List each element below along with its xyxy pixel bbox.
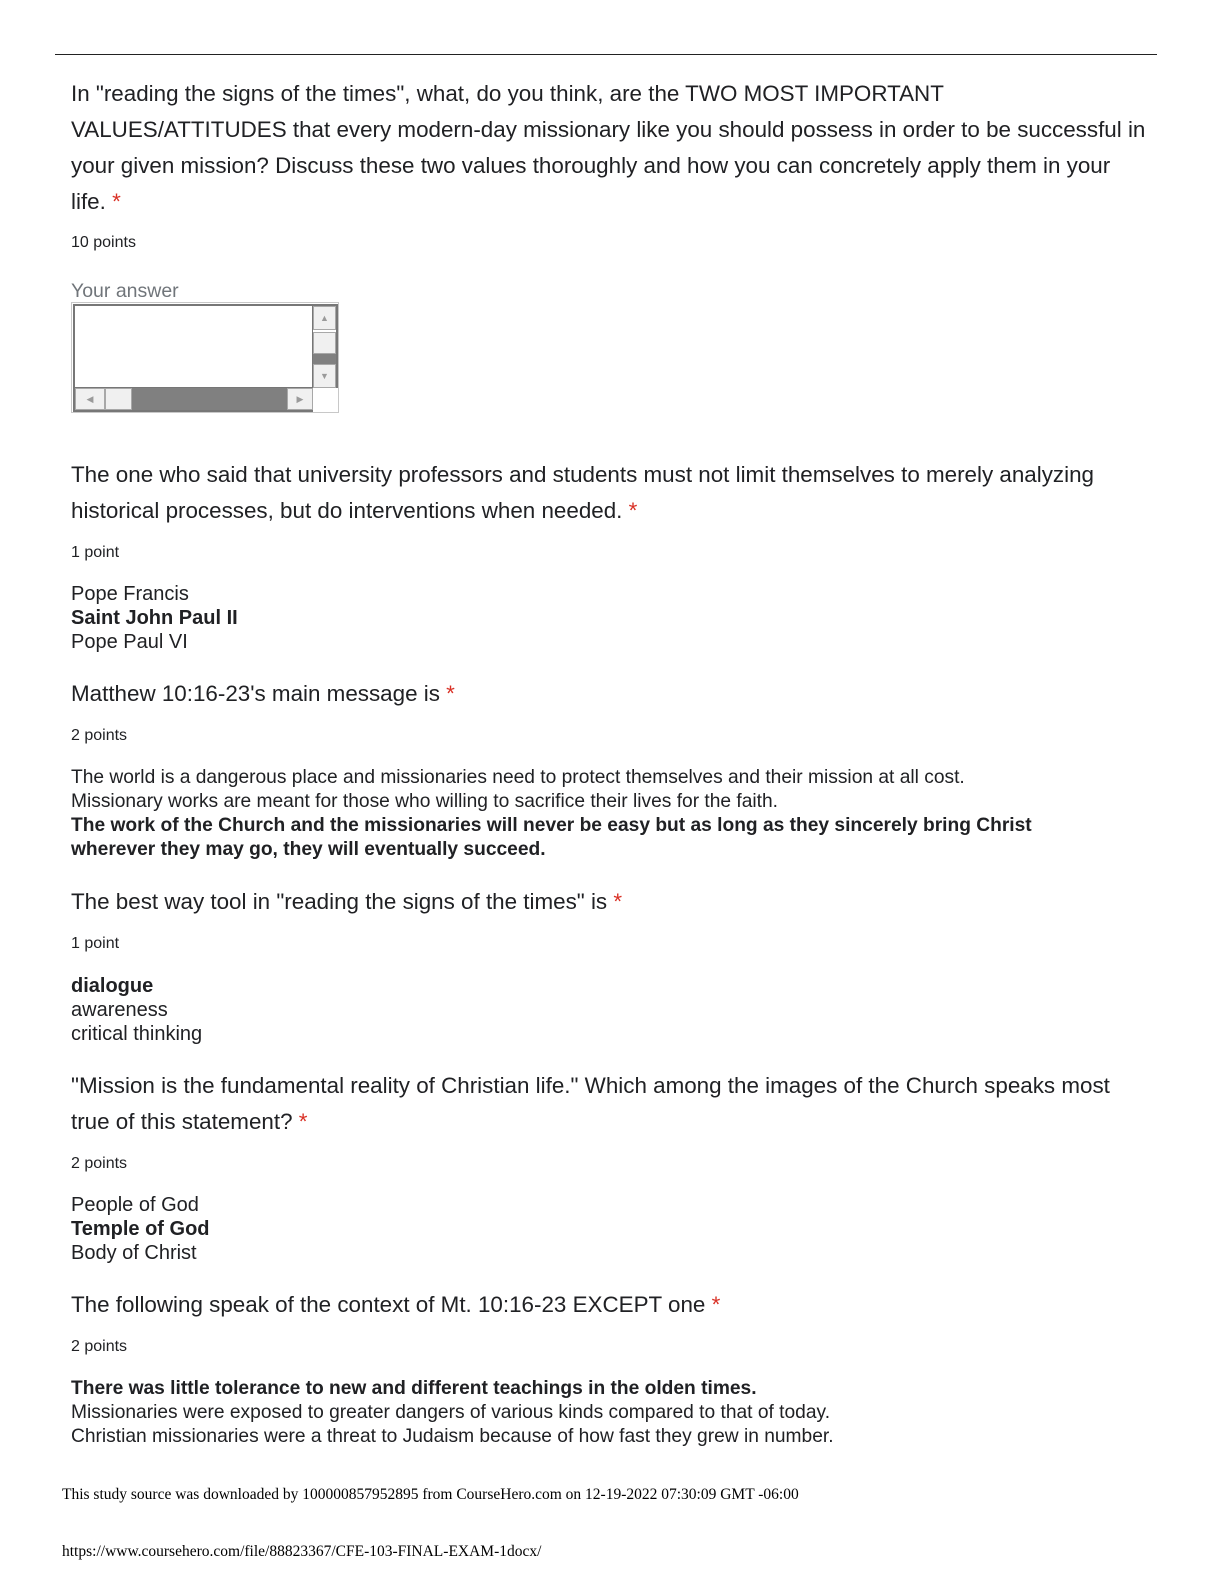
option-item-selected[interactable]: Temple of God bbox=[71, 1218, 210, 1240]
question-text: In "reading the signs of the times", what, do you think, are the TWO MOST IMPORTANT VALUES/ATTITUDES that every modern-day missionary like you should possess in order to be successful in your given mission? Discuss these two values thoroughly and how you can concretely apply them in your life. bbox=[71, 81, 1146, 214]
scroll-left-arrow-icon[interactable]: ◀ bbox=[75, 388, 105, 410]
question-title bbox=[71, 457, 1151, 529]
option-item[interactable]: Missionaries were exposed to greater dangers of various kinds compared to that of today. bbox=[71, 1402, 831, 1423]
required-asterisk: * bbox=[112, 189, 121, 214]
option-item[interactable]: awareness bbox=[71, 999, 168, 1021]
question-points: 2 points bbox=[71, 727, 128, 744]
horizontal-scroll-thumb[interactable] bbox=[105, 388, 132, 410]
answer-textarea-container bbox=[71, 302, 339, 413]
option-list bbox=[71, 766, 1091, 862]
option-item[interactable]: People of God bbox=[71, 1194, 199, 1216]
option-list bbox=[71, 1377, 1151, 1449]
question-text: The one who said that university professors and students must not limit themselves to merely analyzing historical processes, but do interventions when needed. bbox=[71, 462, 1094, 523]
question-text: Matthew 10:16-23's main message is bbox=[71, 681, 440, 706]
vertical-scroll-thumb[interactable] bbox=[313, 332, 336, 354]
required-asterisk: * bbox=[446, 681, 455, 706]
download-notice: This study source was downloaded by 100000857952895 from CourseHero.com on 12-19-2022 07:30:09 GMT -06:00 bbox=[62, 1486, 799, 1503]
question-points: 1 point bbox=[71, 935, 120, 952]
question-title bbox=[71, 1068, 1151, 1140]
required-asterisk: * bbox=[628, 498, 638, 523]
question-title bbox=[71, 76, 1151, 220]
question-title bbox=[71, 884, 1151, 920]
option-item[interactable]: critical thinking bbox=[71, 1023, 203, 1045]
top-divider bbox=[55, 54, 1157, 55]
option-item[interactable]: Body of Christ bbox=[71, 1242, 197, 1264]
question-points: 2 points bbox=[71, 1155, 128, 1172]
question-text: "Mission is the fundamental reality of Christian life." Which among the images of the Church speaks most true of this statement? bbox=[71, 1073, 1110, 1134]
option-item[interactable]: Christian missionaries were a threat to Judaism because of how fast they grew in number. bbox=[71, 1426, 834, 1447]
question-points: 2 points bbox=[71, 1338, 128, 1355]
option-item-selected[interactable]: Saint John Paul II bbox=[71, 607, 238, 629]
answer-label: Your answer bbox=[71, 280, 179, 302]
scroll-up-arrow-icon[interactable]: ▲ bbox=[313, 306, 336, 330]
horizontal-scrollbar[interactable] bbox=[73, 388, 313, 412]
question-points: 1 point bbox=[71, 544, 120, 561]
option-list bbox=[71, 974, 1151, 1046]
option-item[interactable]: The world is a dangerous place and missionaries need to protect themselves and their mission at all cost. bbox=[71, 767, 965, 788]
option-item-selected[interactable]: dialogue bbox=[71, 975, 154, 997]
option-item-selected[interactable]: The work of the Church and the missionaries will never be easy but as long as they sincerely bring Christ wherever they may go, they will eventually succeed. bbox=[71, 815, 1038, 860]
scroll-right-arrow-icon[interactable]: ▶ bbox=[287, 388, 313, 410]
option-list bbox=[71, 582, 1151, 654]
resize-corner bbox=[313, 388, 338, 412]
vertical-scroll-track[interactable] bbox=[313, 354, 336, 364]
option-item[interactable]: Pope Francis bbox=[71, 583, 189, 605]
question-title bbox=[71, 1287, 1151, 1323]
answer-textarea[interactable] bbox=[73, 304, 313, 388]
option-list bbox=[71, 1193, 1151, 1265]
question-points: 10 points bbox=[71, 234, 136, 251]
source-url[interactable]: https://www.coursehero.com/file/88823367/CFE-103-FINAL-EXAM-1docx/ bbox=[62, 1543, 542, 1560]
option-item[interactable]: Pope Paul VI bbox=[71, 631, 188, 653]
scroll-down-arrow-icon[interactable]: ▼ bbox=[313, 364, 336, 388]
required-asterisk: * bbox=[613, 889, 623, 914]
option-item-selected[interactable]: There was little tolerance to new and different teachings in the olden times. bbox=[71, 1378, 757, 1399]
question-text: The best way tool in "reading the signs of the times" is bbox=[71, 889, 608, 914]
question-title bbox=[71, 676, 1151, 712]
vertical-scrollbar[interactable] bbox=[313, 304, 338, 388]
question-text: The following speak of the context of Mt. 10:16-23 EXCEPT one bbox=[71, 1292, 706, 1317]
required-asterisk: * bbox=[298, 1109, 308, 1134]
option-item[interactable]: Missionary works are meant for those who willing to sacrifice their lives for the faith. bbox=[71, 791, 779, 812]
required-asterisk: * bbox=[711, 1292, 721, 1317]
